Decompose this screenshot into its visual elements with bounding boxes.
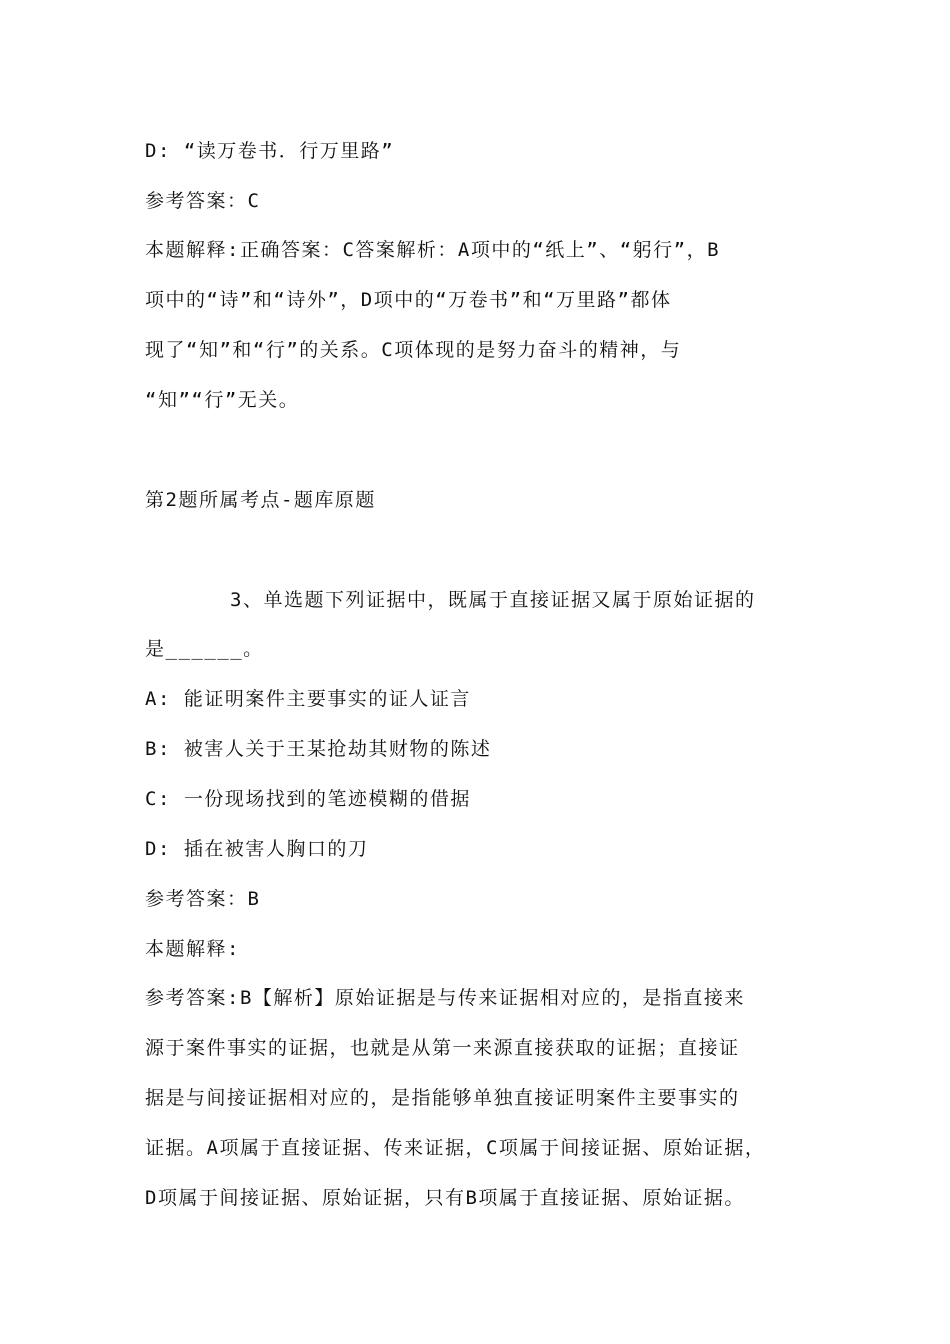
q2-answer: 参考答案：C xyxy=(145,190,261,212)
q3-question-line1: 3、单选题下列证据中，既属于直接证据又属于原始证据的 xyxy=(230,589,756,611)
q3-question-line2: 是______。 xyxy=(145,638,264,660)
q3-option-c: C: 一份现场找到的笔迹模糊的借据 xyxy=(145,788,471,810)
q3-explanation-line: D项属于间接证据、原始证据，只有B项属于直接证据、原始证据。 xyxy=(145,1187,745,1209)
q3-explanation-line: 证据。A项属于直接证据、传来证据，C项属于间接证据、原始证据， xyxy=(145,1137,766,1159)
q3-explanation-label: 本题解释: xyxy=(145,938,240,960)
q2-point-heading: 第2题所属考点-题库原题 xyxy=(145,489,376,511)
q3-option-d: D: 插在被害人胸口的刀 xyxy=(145,838,369,860)
q2-explanation xyxy=(145,225,817,425)
q3-answer: 参考答案：B xyxy=(145,888,261,910)
q2-explanation-line: 现了“知”和“行”的关系。C项体现的是努力奋斗的精神，与 xyxy=(145,339,682,361)
q3-explanation-line: 参考答案:B【解析】原始证据是与传来证据相对应的，是指直接来 xyxy=(145,987,745,1009)
q3-option-b: B: 被害人关于王某抢劫其财物的陈述 xyxy=(145,738,492,760)
q3-explanation-line: 据是与间接证据相对应的，是指能够单独直接证明案件主要事实的 xyxy=(145,1087,740,1109)
q2-explanation-line: “知”“行”无关。 xyxy=(145,389,300,411)
q2-explanation-line: 本题解释:正确答案：C答案解析：A项中的“纸上”、“躬行”，B xyxy=(145,239,721,261)
q3-explanation xyxy=(145,973,825,1223)
q2-explanation-line: 项中的“诗”和“诗外”，D项中的“万卷书”和“万里路”都体 xyxy=(145,289,672,311)
q2-option-d: D: “读万卷书．行万里路” xyxy=(145,140,395,162)
q3-explanation-line: 源于案件事实的证据，也就是从第一来源直接获取的证据；直接证 xyxy=(145,1037,740,1059)
q3-option-a: A: 能证明案件主要事实的证人证言 xyxy=(145,688,471,710)
